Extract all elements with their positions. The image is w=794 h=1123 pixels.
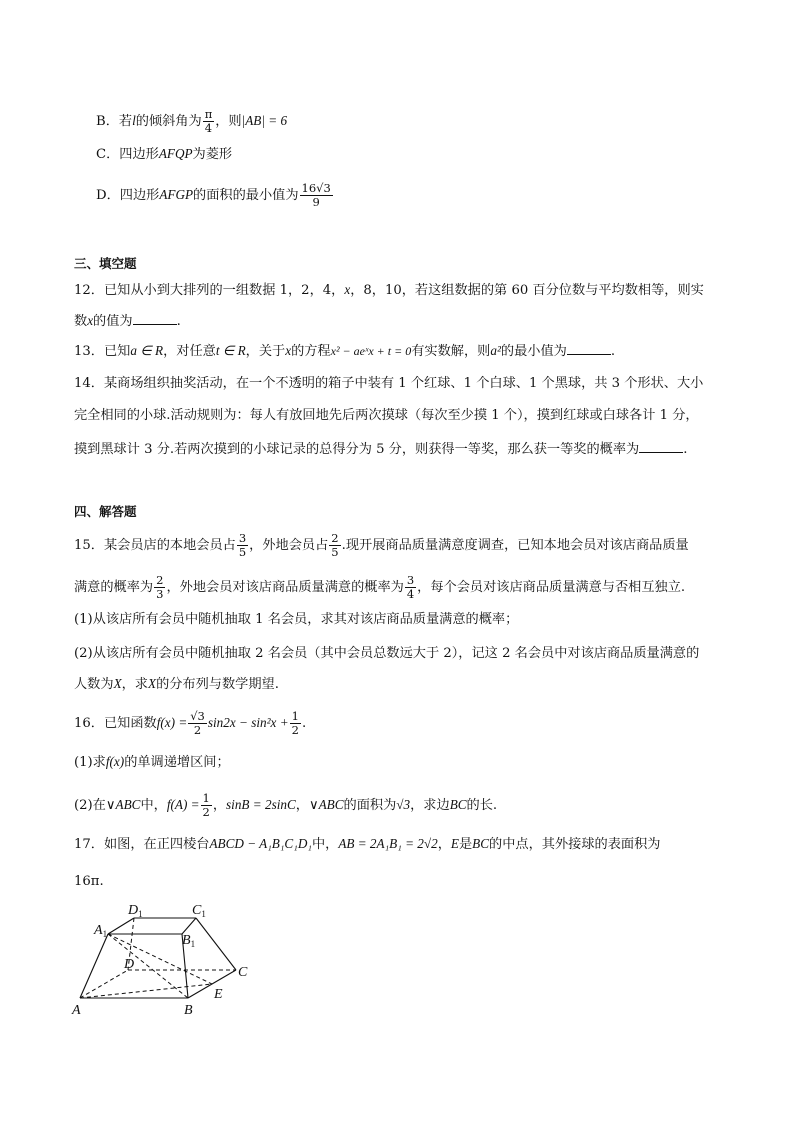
question-17-line-2: 16π. [74, 874, 104, 889]
label-e: E [214, 987, 223, 1002]
option-d: D．四边形AFGP的面积的最小值为 $\frac{16√3}{9}$ [96, 181, 331, 209]
fraction-16sqrt3-9: $\frac{16√3}{9}$ [301, 181, 331, 209]
option-b: B．若l的倾斜角为 $\frac{\pi}{4}$ ，则|AB| = 6 [96, 107, 288, 135]
question-12-line-1: 12．已知从小到大排列的一组数据 1，2，4，x，8，10，若这组数据的第 60 百分位数与平均数相等，则实 [74, 282, 704, 298]
question-14-line-3: 摸到黑球计 3 分.若两次摸到的小球记录的总得分为 5 分，则获得一等奖，那么获一等奖的概率为 . [74, 438, 687, 460]
label-c1: $C_1$ [192, 903, 206, 919]
answer-blank-12[interactable] [133, 310, 177, 325]
fraction-pi-4: $\frac{\pi}{4}$ [204, 107, 213, 135]
label-d1: $D_1$ [128, 903, 143, 919]
label-c: C [238, 965, 248, 980]
edge-a1-d1 [108, 918, 134, 934]
edge-c1-b1 [182, 918, 196, 934]
label-b1: $B_1$ [182, 933, 196, 949]
abs-ab: |AB| = 6 [241, 113, 288, 128]
option-c: C．四边形AFQP为菱形 [96, 146, 233, 162]
question-16-part-2: (2)在∨ABC中，f(A) = $\frac{1}{2}$ ，sinB = 2sinC，∨ABC的面积为√3，求边BC的长. [74, 791, 498, 819]
question-15-line-2: 满意的概率为 $\frac{2}{3}$ ，外地会员对该店商品质量满意的概率为 $\frac{3}{4}$ ，每个会员对该店商品质量满意与否相互独立. [74, 573, 686, 601]
question-14-line-2: 完全相同的小球.活动规则为：每人有放回地先后两次摸球（每次至少摸 1 个），摸到红球或白球各计 1 分， [74, 408, 699, 423]
question-16: 16．已知函数f(x) = $\frac{√3}{2}$ sin2x − sin²x + $\frac{1}{2}$ . [74, 709, 307, 737]
frustum-figure [70, 900, 270, 1020]
line-l: l [132, 113, 136, 128]
hidden-a-d [80, 970, 128, 998]
question-15-part-2-line-2: 人数为X，求X的分布列与数学期望. [74, 676, 279, 692]
section-title-answer: 四、解答题 [74, 504, 137, 519]
label-d: D [124, 957, 135, 972]
label-a: A [72, 1003, 81, 1018]
label-b: B [184, 1003, 193, 1018]
question-13: 13．已知a ∈ R，对任意t ∈ R，关于x的方程x² − aeˣx + t = 0有实数解，则a²的最小值为 . [74, 340, 615, 362]
question-17-line-1: 17．如图，在正四棱台ABCD − A₁B₁C₁D₁中，AB = 2A₁B₁ = 2√2，E是BC的中点，其外接球的表面积为 [74, 836, 661, 852]
question-16-part-1: (1)求f(x)的单调递增区间； [74, 754, 230, 770]
question-14-line-1: 14．某商场组织抽奖活动，在一个不透明的箱子中装有 1 个红球、1 个白球、1 个黑球，共 3 个形状、大小 [74, 376, 704, 391]
question-12-line-2: 数x的值为 . [74, 310, 181, 332]
label-a1: $A_1$ [94, 923, 108, 939]
edge-a1-a [80, 934, 108, 998]
answer-blank-14[interactable] [639, 438, 683, 453]
answer-blank-13[interactable] [567, 340, 611, 355]
question-15-part-1: (1)从该店所有会员中随机抽取 1 名会员，求其对该店商品质量满意的概率； [74, 612, 519, 627]
section-title-fill-blank: 三、填空题 [74, 256, 137, 271]
edge-c1-c [196, 918, 236, 970]
question-15-part-2-line-1: (2)从该店所有会员中随机抽取 2 名会员（其中会员总数远大于 2），记这 2 名会员中对该店商品质量满意的 [74, 646, 700, 661]
question-15-line-1: 15．某会员店的本地会员占 $\frac{3}{5}$ ，外地会员占 $\frac{2}{5}$ .现开展商品质量满意度调查，已知本地会员对该店商品质量 [74, 531, 689, 559]
hidden-a1-b [108, 934, 188, 998]
